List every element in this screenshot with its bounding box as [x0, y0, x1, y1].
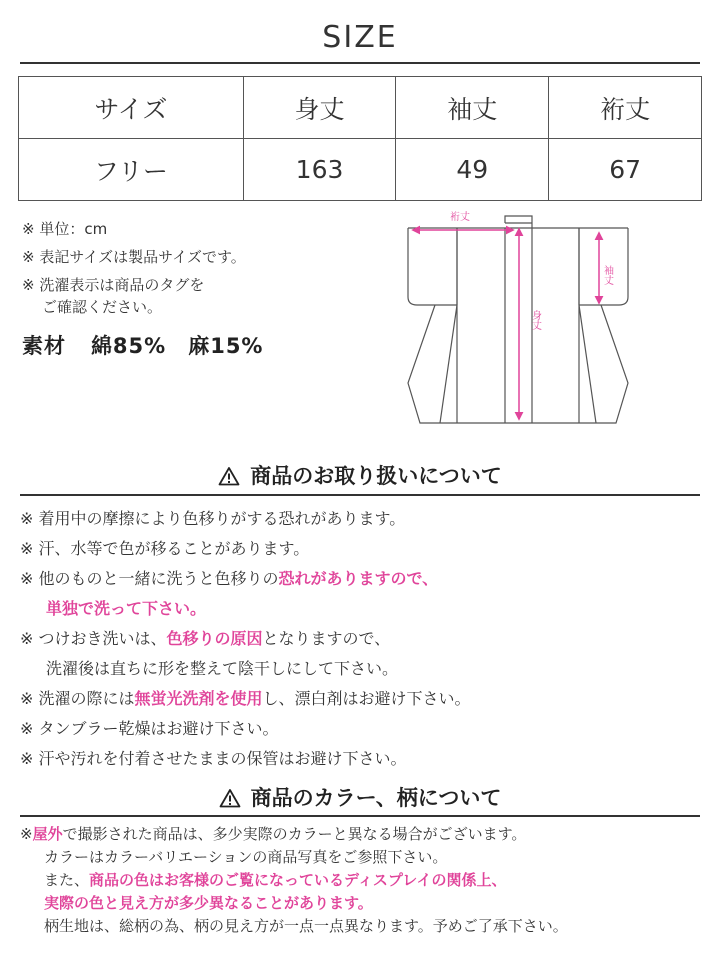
- note-care-label: ※ 洗濯表示は商品のタグを: [22, 276, 205, 294]
- list-item: [20, 823, 568, 846]
- material-label: 素材: [22, 334, 66, 358]
- care-text: し、漂白剤はお避け下さい。: [262, 689, 471, 708]
- list-item: [20, 534, 471, 564]
- color-section-title: 商品のカラー、柄について: [250, 786, 502, 810]
- note-care-label-cont: ご確認ください。: [42, 298, 163, 316]
- title-divider: [20, 62, 700, 64]
- color-emphasis: 実際の色と見え方が多少異なることがあります。: [44, 894, 373, 912]
- care-text: ※ 洗濯の際には: [20, 689, 135, 708]
- list-item-continuation: [20, 892, 568, 915]
- kimono-size-diagram: [395, 205, 645, 435]
- header-mitake: 身丈: [243, 77, 396, 139]
- care-list: [20, 504, 471, 774]
- cell-yukitake: 67: [549, 139, 702, 201]
- color-text: カラーはカラーバリエーションの商品写真をご参照下さい。: [44, 848, 448, 866]
- sode-label: 袖丈: [601, 265, 613, 285]
- care-text: ※ つけおき洗いは、: [20, 629, 167, 648]
- care-emphasis: 単独で洗って下さい。: [46, 599, 207, 618]
- color-emphasis: 商品の色はお客様のご覧になっているディスプレイの関係上、: [89, 871, 507, 889]
- care-text: ※ 汗、水等で色が移ることがあります。: [20, 539, 310, 558]
- list-item-continuation: [20, 654, 471, 684]
- care-section-divider: [20, 494, 700, 496]
- yuki-label: 裄丈: [450, 212, 470, 223]
- table-header-row: [19, 77, 702, 139]
- cell-mitake: 163: [243, 139, 396, 201]
- care-section-title: 商品のお取り扱いについて: [250, 464, 502, 488]
- care-emphasis: 色移りの原因: [166, 629, 263, 648]
- color-text: ※: [20, 825, 33, 843]
- color-text: 柄生地は、総柄の為、柄の見え方が一点一点異なります。予めご了承下さい。: [44, 917, 568, 935]
- care-text: ※ タンブラー乾燥はお避け下さい。: [20, 719, 279, 738]
- size-notes: [22, 218, 246, 318]
- cell-size: フリー: [19, 139, 244, 201]
- note-unit: ※ 単位：cm: [22, 220, 108, 238]
- header-sodetake: 袖丈: [396, 77, 549, 139]
- color-section-heading: [0, 782, 720, 812]
- color-text: で撮影された商品は、多少実際のカラーと異なる場合がございます。: [62, 825, 527, 843]
- header-yukitake: 裄丈: [549, 77, 702, 139]
- color-notes: [20, 823, 568, 938]
- color-emphasis: 屋外: [32, 825, 63, 843]
- color-text: また、: [44, 871, 90, 889]
- list-item-continuation: [20, 915, 568, 938]
- size-table: [18, 76, 702, 201]
- list-item: [20, 684, 471, 714]
- care-text: ※ 着用中の摩擦により色移りがする恐れがあります。: [20, 509, 406, 528]
- material-line: [22, 330, 263, 360]
- kimono-outline: [408, 216, 628, 423]
- color-section-divider: [20, 815, 700, 817]
- list-item: [20, 564, 471, 594]
- table-row: [19, 139, 702, 201]
- measure-arrows: [413, 229, 599, 419]
- list-item-continuation: [20, 846, 568, 869]
- list-item: [20, 624, 471, 654]
- warning-icon: [219, 788, 241, 808]
- care-text: となりますので、: [262, 629, 391, 648]
- list-item-continuation: [20, 869, 568, 892]
- cell-sodetake: 49: [396, 139, 549, 201]
- list-item-continuation: [20, 594, 471, 624]
- care-text: 洗濯後は直ちに形を整えて陰干しにして下さい。: [46, 659, 399, 678]
- page-title: SIZE: [322, 20, 398, 55]
- material-content: 綿85% 麻15%: [90, 334, 264, 358]
- care-emphasis: 恐れがありますので、: [278, 569, 439, 588]
- list-item: [20, 504, 471, 534]
- list-item: [20, 744, 471, 774]
- list-item: [20, 714, 471, 744]
- care-section-heading: [0, 460, 720, 490]
- care-text: ※ 汗や汚れを付着させたままの保管はお避け下さい。: [20, 749, 407, 768]
- care-text: ※ 他のものと一緒に洗うと色移りの: [20, 569, 279, 588]
- mitake-label: 身丈: [529, 310, 541, 330]
- header-size: サイズ: [19, 77, 244, 139]
- care-emphasis: 無蛍光洗剤を使用: [134, 689, 263, 708]
- warning-icon: [218, 466, 240, 486]
- note-product-size: ※ 表記サイズは製品サイズです。: [22, 248, 246, 266]
